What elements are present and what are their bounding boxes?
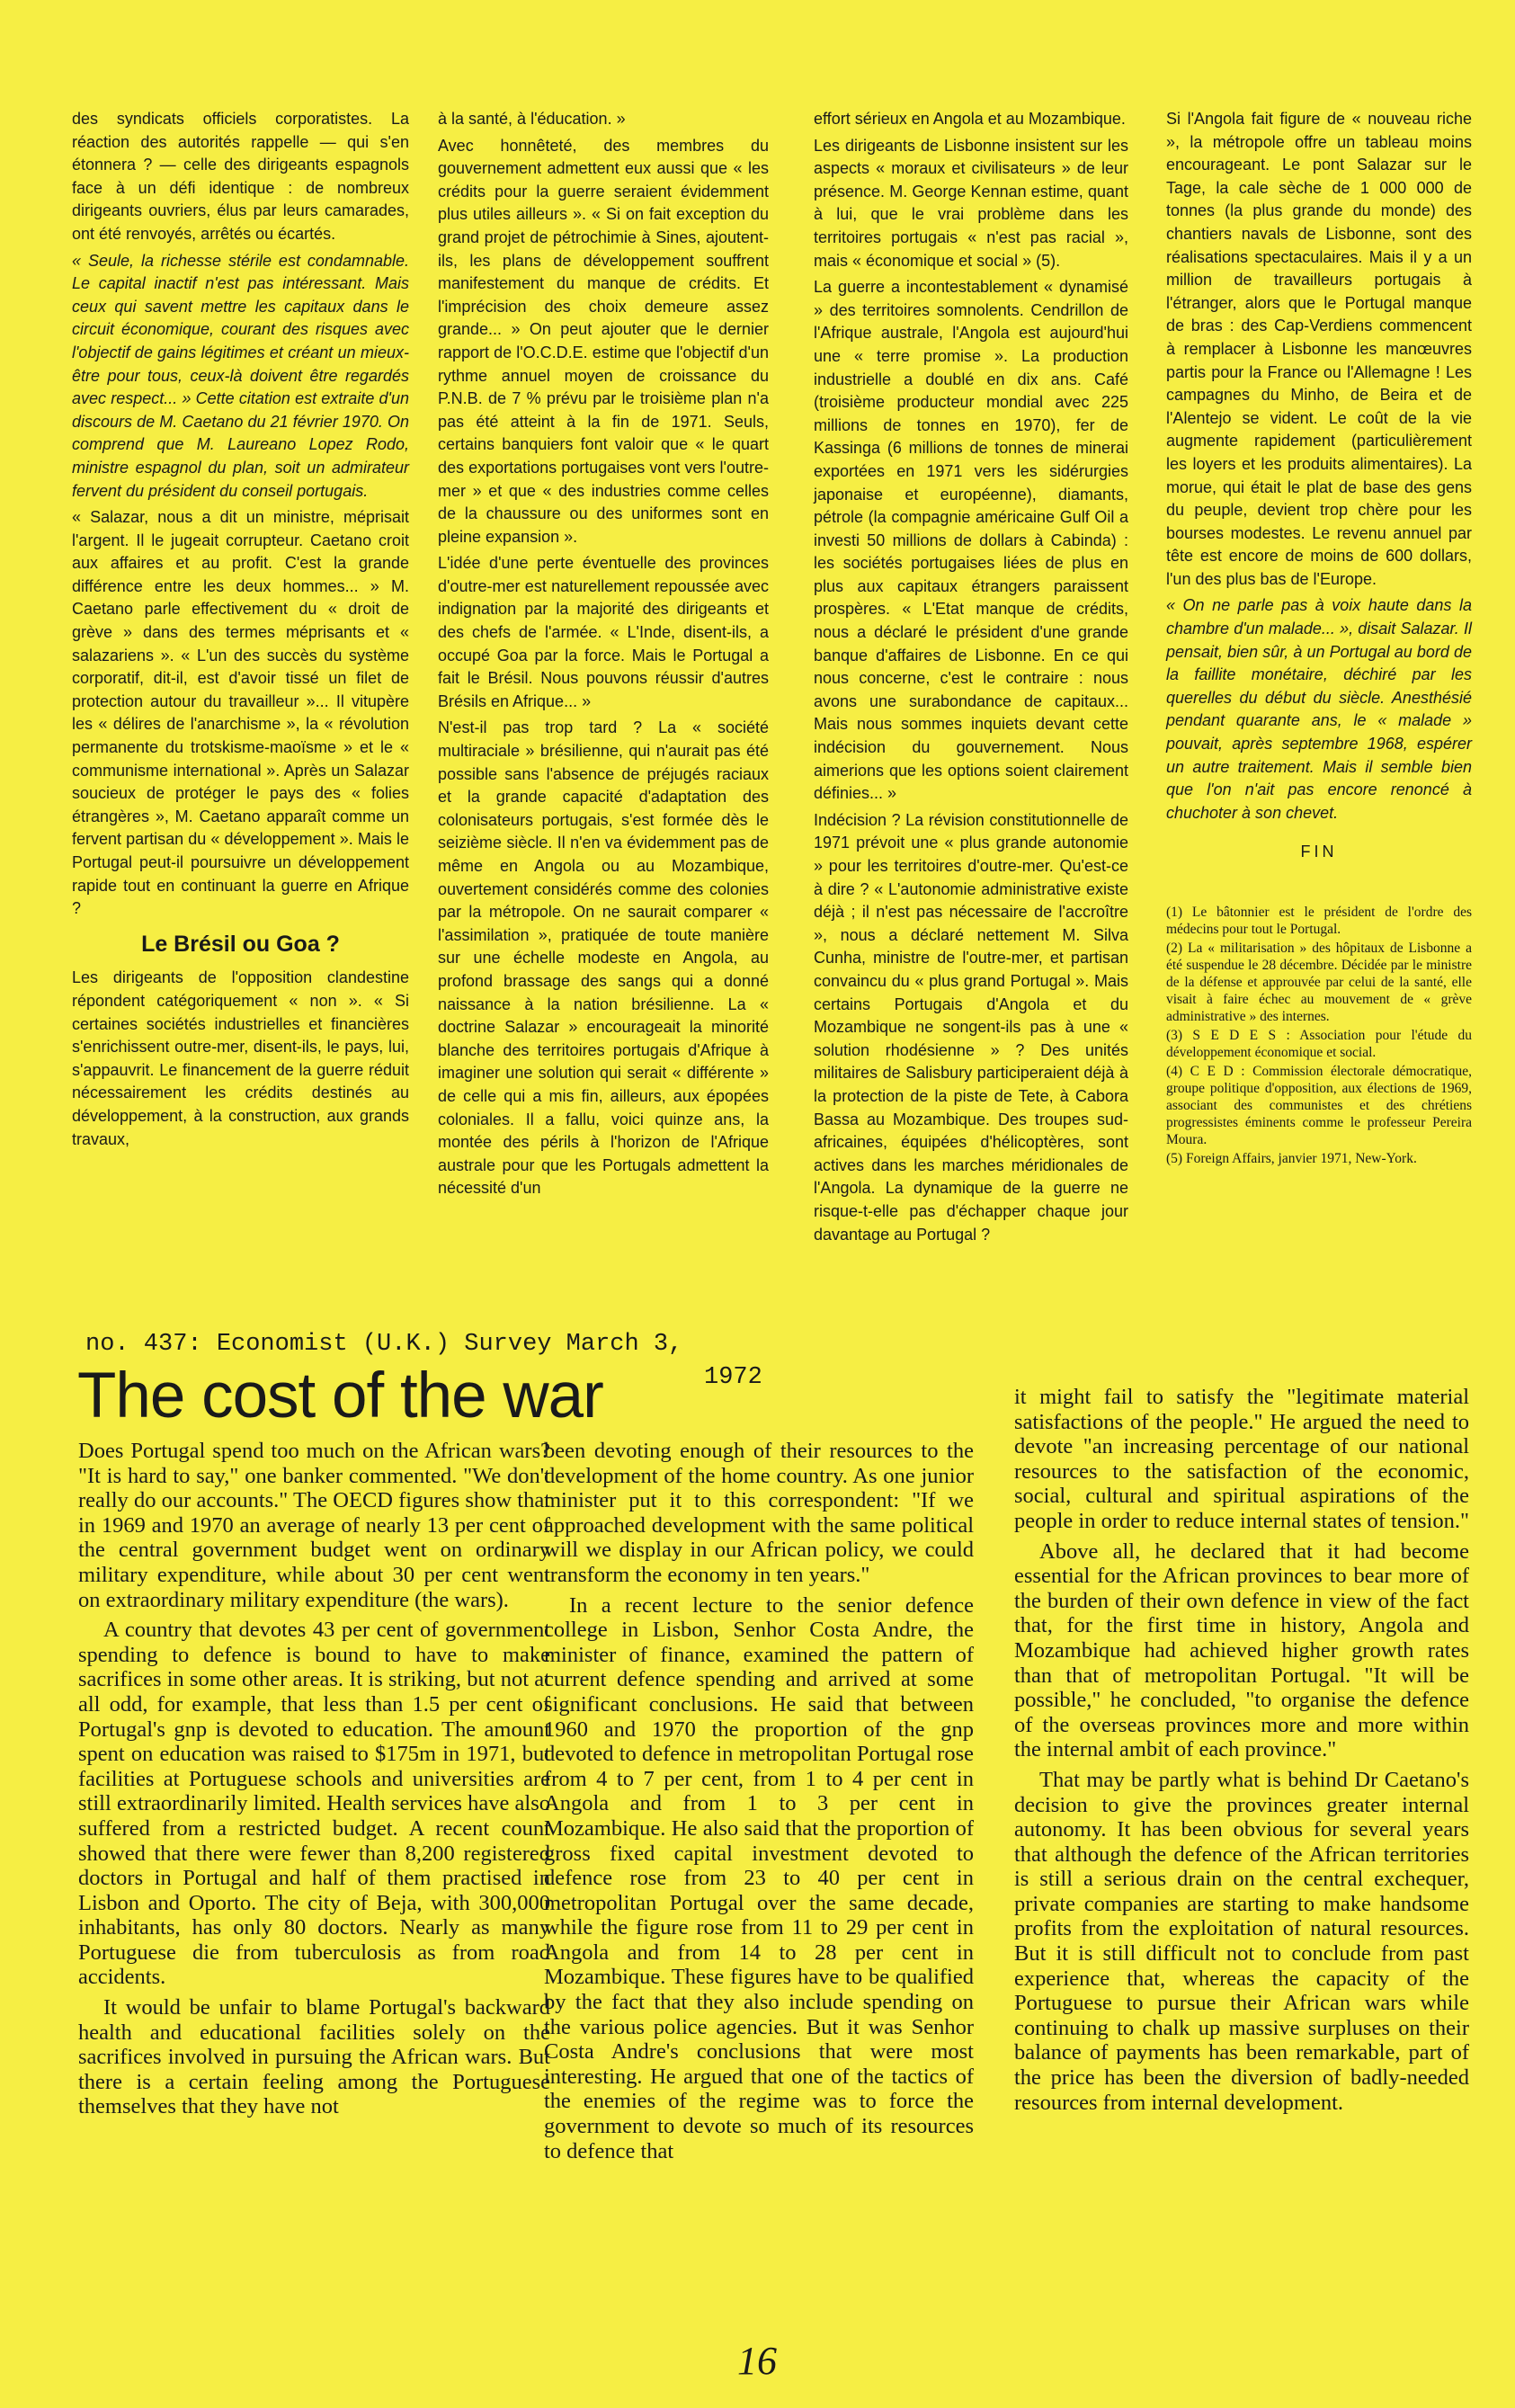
paragraph: it might fail to satisfy the "legitimate material satisfactions of the people." He argued the need to devote "an increasing percentage of our national resources to the satisfaction of the economic, social, cultural and spiritual aspirations of the people in order to reduce internal states of tension." [1014, 1385, 1469, 1533]
french-column-1 [72, 108, 409, 1155]
english-column-3 [1014, 1385, 1469, 2120]
paragraph: à la santé, à l'éducation. » [438, 110, 626, 128]
paragraph: des syndicats officiels corporatistes. La réaction des autorités rappelle — qui s'en étonnera ? — celle des dirigeants espagnols face à un défi identique : de nombreux dirigeants ouvriers, élus par leurs camarades, ont été renvoyés, arrêtés ou écartés. [72, 110, 409, 243]
english-column-2 [544, 1439, 974, 2169]
footnotes [1166, 904, 1472, 1167]
english-column-1 [78, 1439, 550, 2125]
french-column-4 [1166, 108, 1472, 1169]
paragraph: been devoting enough of their resources to the development of the home country. As one junior minister put it to this correspondent: "If we approached development with the same political will we display in our African policy, we could transform the economy in ten years." [544, 1439, 974, 1587]
typed-reference: no. 437: Economist (U.K.) Survey March 3, [85, 1331, 683, 1358]
section-heading: Le Brésil ou Goa ? [141, 931, 340, 957]
article-title: The cost of the war [77, 1360, 603, 1431]
french-column-2 [438, 108, 769, 1204]
page-number: 16 [737, 2339, 777, 2383]
footnote: (1) Le bâtonnier est le président de l'ordre des médecins pour tout le Portugal. [1166, 905, 1472, 937]
paragraph: Avec honnêteté, des membres du gouvernement admettent eux aussi que « les crédits pour la guerre seraient évidemment plus utiles ailleurs ». « Si on fait exception du grand projet de pétrochimie à Sines, ajoutent-ils, les plans de développement souffrent manifestement du manque de crédits. Et l'imprécision des choix demeure assez grande... » On peut ajouter que le dernier rapport de l'O.C.D.E. estime que l'objectif d'un rythme annuel moyen de croissance du P.N.B. de 7 % prévu par le troisième plan n'a pas été atteint à la fin de 1971. Seuls, certains banquiers font valoir que « le quart des exportations portugaises vont vers l'outre-mer » et que « des industries comme celles de la chaussure ou des uniformes sont en pleine expansion ». [438, 136, 769, 546]
paragraph: That may be partly what is behind Dr Caetano's decision to give the provinces greater internal autonomy. It has been obvious for several years that although the defence of the African territories is still a serious drain on the central exchequer, private companies are starting to make handsome profits from the exploitation of natural resources. But it is still difficult not to conclude from past experience that, whereas the capacity of the Portuguese to pursue their African wars while continuing to chalk up massive surpluses on their balance of payments has been remarkable, part of the price has been the diversion of badly-needed resources from internal development. [1014, 1767, 1469, 2115]
paragraph: Above all, he declared that it had become essential for the African provinces to bear more of the burden of their own defence in view of the fact that, for the first time in history, Angola and Mozambique had achieved higher growth rates than that of metropolitan Portugal. "It will be possible," he concluded, "to organise the defence of the overseas provinces more and more within the internal ambit of each province." [1014, 1538, 1469, 1762]
paragraph: Les dirigeants de l'opposition clandestine répondent catégoriquement « non ». « Si certaines sociétés industrielles et financières s'enrichissent outre-mer, disent-ils, le pays, lui, s'appauvrit. Le financement de la guerre réduit nécessairement les crédits destinés au développement, à la construction, aux grands travaux, [72, 968, 409, 1148]
paragraph: It would be unfair to blame Portugal's backward health and educational facilities solely on the sacrifices involved in pursuing the African wars. But there is a certain feeling among the Portuguese themselves that they have not [78, 1995, 550, 2119]
paragraph: N'est-il pas trop tard ? La « société multiraciale » brésilienne, qui n'aurait pas été possible sans l'absence de préjugés raciaux et la grande capacité d'adaptation des colonisateurs portugais, s'est formée dès le seizième siècle. Il n'en va évidemment pas de même en Angola ou au Mozambique, ouvertement considérés comme des colonies par la métropole. On ne saurait comparer « l'assimilation », pratiquée de toute manière sur une échelle modeste en Angola, au profond brassage des sangs qui a donné naissance à la nation brésilienne. La « doctrine Salazar » encourageait la minorité blanche des territoires portugais d'Afrique à imaginer une solution qui serait « différente » de celle qui a mis fin, ailleurs, aux épopées coloniales. Il a fallu, voici quinze ans, la montée des périls à l'horizon de l'Afrique australe pour que les Portugals admettent la nécessité d'un [438, 718, 769, 1198]
footnote: (4) C E D : Commission électorale démocratique, groupe politique d'opposition, aux élections de 1969, associant des communistes et des chrétiens progressistes éminents comme le professeur Pereira Moura. [1166, 1064, 1472, 1147]
paragraph: La guerre a incontestablement « dynamisé » des territoires somnolents. Cendrillon de l'Afrique australe, l'Angola est aujourd'hui une « terre promise ». La production industrielle a doublé en dix ans. Café (troisième producteur mondial avec 225 millions de tonnes en 1970), fer de Kassinga (6 millions de tonnes de minerai exportées en 1971 vers les sidérurgies japonaise et européenne), diamants, pétrole (la compagnie américaine Gulf Oil a investi 50 millions de dollars à Cabinda) : les sociétés portugaises liées de plus en plus aux capitaux étrangers paraissent prospères. « L'Etat manque de crédits, nous a déclaré le président d'une grande banque d'affaires de Lisbonne. En ce qui nous concerne, c'est le contraire : nous avons une surabondance de capitaux... Mais nous sommes inquiets devant cette indécision du gouvernement. Nous aimerions que les options soient clairement définies... » [814, 278, 1128, 803]
paragraph: L'idée d'une perte éventuelle des provinces d'outre-mer est naturellement repoussée avec indignation par la majorité des dirigeants et des chefs de l'armée. « L'Inde, disent-ils, a occupé Goa par la force. Mais le Portugal a fait le Brésil. Nous pouvons réussir d'autres Brésils en Afrique... » [438, 554, 769, 710]
paragraph: In a recent lecture to the senior defence college in Lisbon, Senhor Costa Andre, the minister of finance, examined the pattern of current defence spending and arrived at some significant conclusions. He said that between 1960 and 1970 the proportion of the gnp devoted to defence in metropolitan Portugal rose from 4 to 7 per cent, from 1 to 4 per cent in Angola and from 1 to 3 per cent in Mozambique. He also said that the proportion of gross fixed capital investment devoted to defence rose from 23 to 40 per cent in metropolitan Portugal over the same decade, while the figure rose from 11 to 29 per cent in Angola and from 14 to 28 per cent in Mozambique. These figures have to be qualified by the fact that they also include spending on the various police agencies. But it was Senhor Costa Andre's conclusions that were most interesting. He argued that one of the tactics of the enemies of the regime was to force the government to devote so much of its resources to defence that [544, 1592, 974, 2163]
footnote: (5) Foreign Affairs, janvier 1971, New-York. [1166, 1151, 1417, 1166]
footnote: (2) La « militarisation » des hôpitaux de Lisbonne a été suspendue le 28 décembre. Décidée par le ministre de la défense et approuvée par celui de la santé, elle visait à faire échec au mouvement de « grève administrative » des internes. [1166, 941, 1472, 1024]
paragraph: « Seule, la richesse stérile est condamnable. Le capital inactif n'est pas intéressant. Mais ceux qui savent mettre les capitaux dans le circuit économique, courant des risques avec l'objectif de gains légitimes et créant un mieux-être pour tous, ceux-là doivent être regardés avec respect... » Cette citation est extraite d'un discours de M. Caetano du 21 février 1970. On comprend que M. Laureano Lopez Rodo, ministre espagnol du plan, soit un admirateur fervent du président du conseil portugais. [72, 251, 409, 500]
paragraph: Indécision ? La révision constitutionnelle de 1971 prévoit une « plus grande autonomie » pour les territoires d'outre-mer. Qu'est-ce à dire ? « L'autonomie administrative existe déjà ; il n'est pas nécessaire de l'accroître », nous a déclaré nettement M. Silva Cunha, ministre de l'outre-mer, et partisan convaincu du « plus grand Portugal ». Mais certains Portugais d'Angola et du Mozambique ne songent-ils pas à une « solution rhodésienne » ? Des unités militaires de Salisbury participeraient déjà à la protection de la piste de Tete, à Cabora Bassa au Mozambique. Des troupes sud-africaines, équipées d'hélicoptères, sont actives dans les marches méridionales de l'Angola. La dynamique de la guerre ne risque-t-elle pas d'échapper chaque jour davantage au Portugal ? [814, 810, 1128, 1244]
paragraph: Si l'Angola fait figure de « nouveau riche », la métropole offre un tableau moins encourageant. Le pont Salazar sur le Tage, la cale sèche de 1 000 000 de tonnes (la plus grande du monde) des chantiers navals de Lisbonne, sont des réalisations spectaculaires. Mais il y a un million de travailleurs portugais à l'étranger, alors que le Portugal manque de bras : des Cap-Verdiens commencent à remplacer à Lisbonne les manœuvres partis pour la France ou l'Allemagne ! Les campagnes du Minho, de Beira et de l'Alentejo se vident. Le coût de la vie augmente rapidement (particulièrement les loyers et les produits alimentaires). La morue, qui était le plat de base des gens du peuple, devient trop chère pour les bourses modestes. Le revenu annuel par tête est encore de moins de 600 dollars, l'un des plus bas de l'Europe. [1166, 110, 1472, 588]
french-column-3 [814, 108, 1128, 1250]
paragraph: Does Portugal spend too much on the African wars? "It is hard to say," one banker commented. "We don't really do our accounts." The OECD figures show that in 1969 and 1970 an average of nearly 13 per cent of the central government budget went on ordinary military expenditure, while about 30 per cent went on extraordinary military expenditure (the wars). [78, 1439, 550, 1612]
typed-reference-year: 1972 [704, 1364, 762, 1391]
paragraph: A country that devotes 43 per cent of government spending to defence is bound to have to make sacrifices in some other areas. It is striking, but not at all odd, for example, that less than 1.5 per cent of Portugal's gnp is devoted to education. The amount spent on education was raised to $175m in 1971, but facilities at Portuguese schools and universities are still extraordinarily limited. Health services have also suffered from a restricted budget. A recent count showed that there were fewer than 8,200 registered doctors in Portugal and half of them practised in Lisbon and Oporto. The city of Beja, with 300,000 inhabitants, has only 80 doctors. Nearly as many Portuguese die from tuberculosis as from road accidents. [78, 1618, 550, 1990]
paragraph: « Salazar, nous a dit un ministre, méprisait l'argent. Il le jugeait corrupteur. Caetano croit aux affaires et au profit. C'est la grande différence entre les deux hommes... » M. Caetano parle effectivement du « droit de grève » dans des termes méprisants et « salazariens ». « L'un des succès du système corporatif, dit-il, est d'avoir tissé un filet de protection autour du travailleur »... Il vitupère les « délires de l'anarchisme », la « révolution permanente du trotskisme-maoïsme » et le « communisme international ». Après un Salazar soucieux de protéger le pays des « folies étrangères », M. Caetano apparaît comme un fervent partisan du « développement ». Mais le Portugal peut-il poursuivre un développement rapide tout en continuant la guerre en Afrique ? [72, 508, 409, 918]
paragraph: effort sérieux en Angola et au Mozambique. [814, 110, 1126, 128]
paragraph: « On ne parle pas à voix haute dans la chambre d'un malade... », disait Salazar. Il pensait, bien sûr, à un Portugal au bord de la faillite monétaire, déchiré par les querelles du début du siècle. Anesthésié pendant quarante ans, le « malade » pouvait, après septembre 1968, espérer un autre traitement. Mais il semble bien que l'on n'ait pas encore renoncé à chuchoter à son chevet. [1166, 596, 1472, 822]
footnote: (3) S E D E S : Association pour l'étude du développement économique et social. [1166, 1028, 1472, 1060]
end-marker: FIN [1300, 843, 1338, 861]
paragraph: Les dirigeants de Lisbonne insistent sur les aspects « moraux et civilisateurs » de leur présence. M. George Kennan estime, quant à lui, que le vrai problème dans les territoires portugais « n'est pas racial », mais « économique et social » (5). [814, 136, 1128, 270]
